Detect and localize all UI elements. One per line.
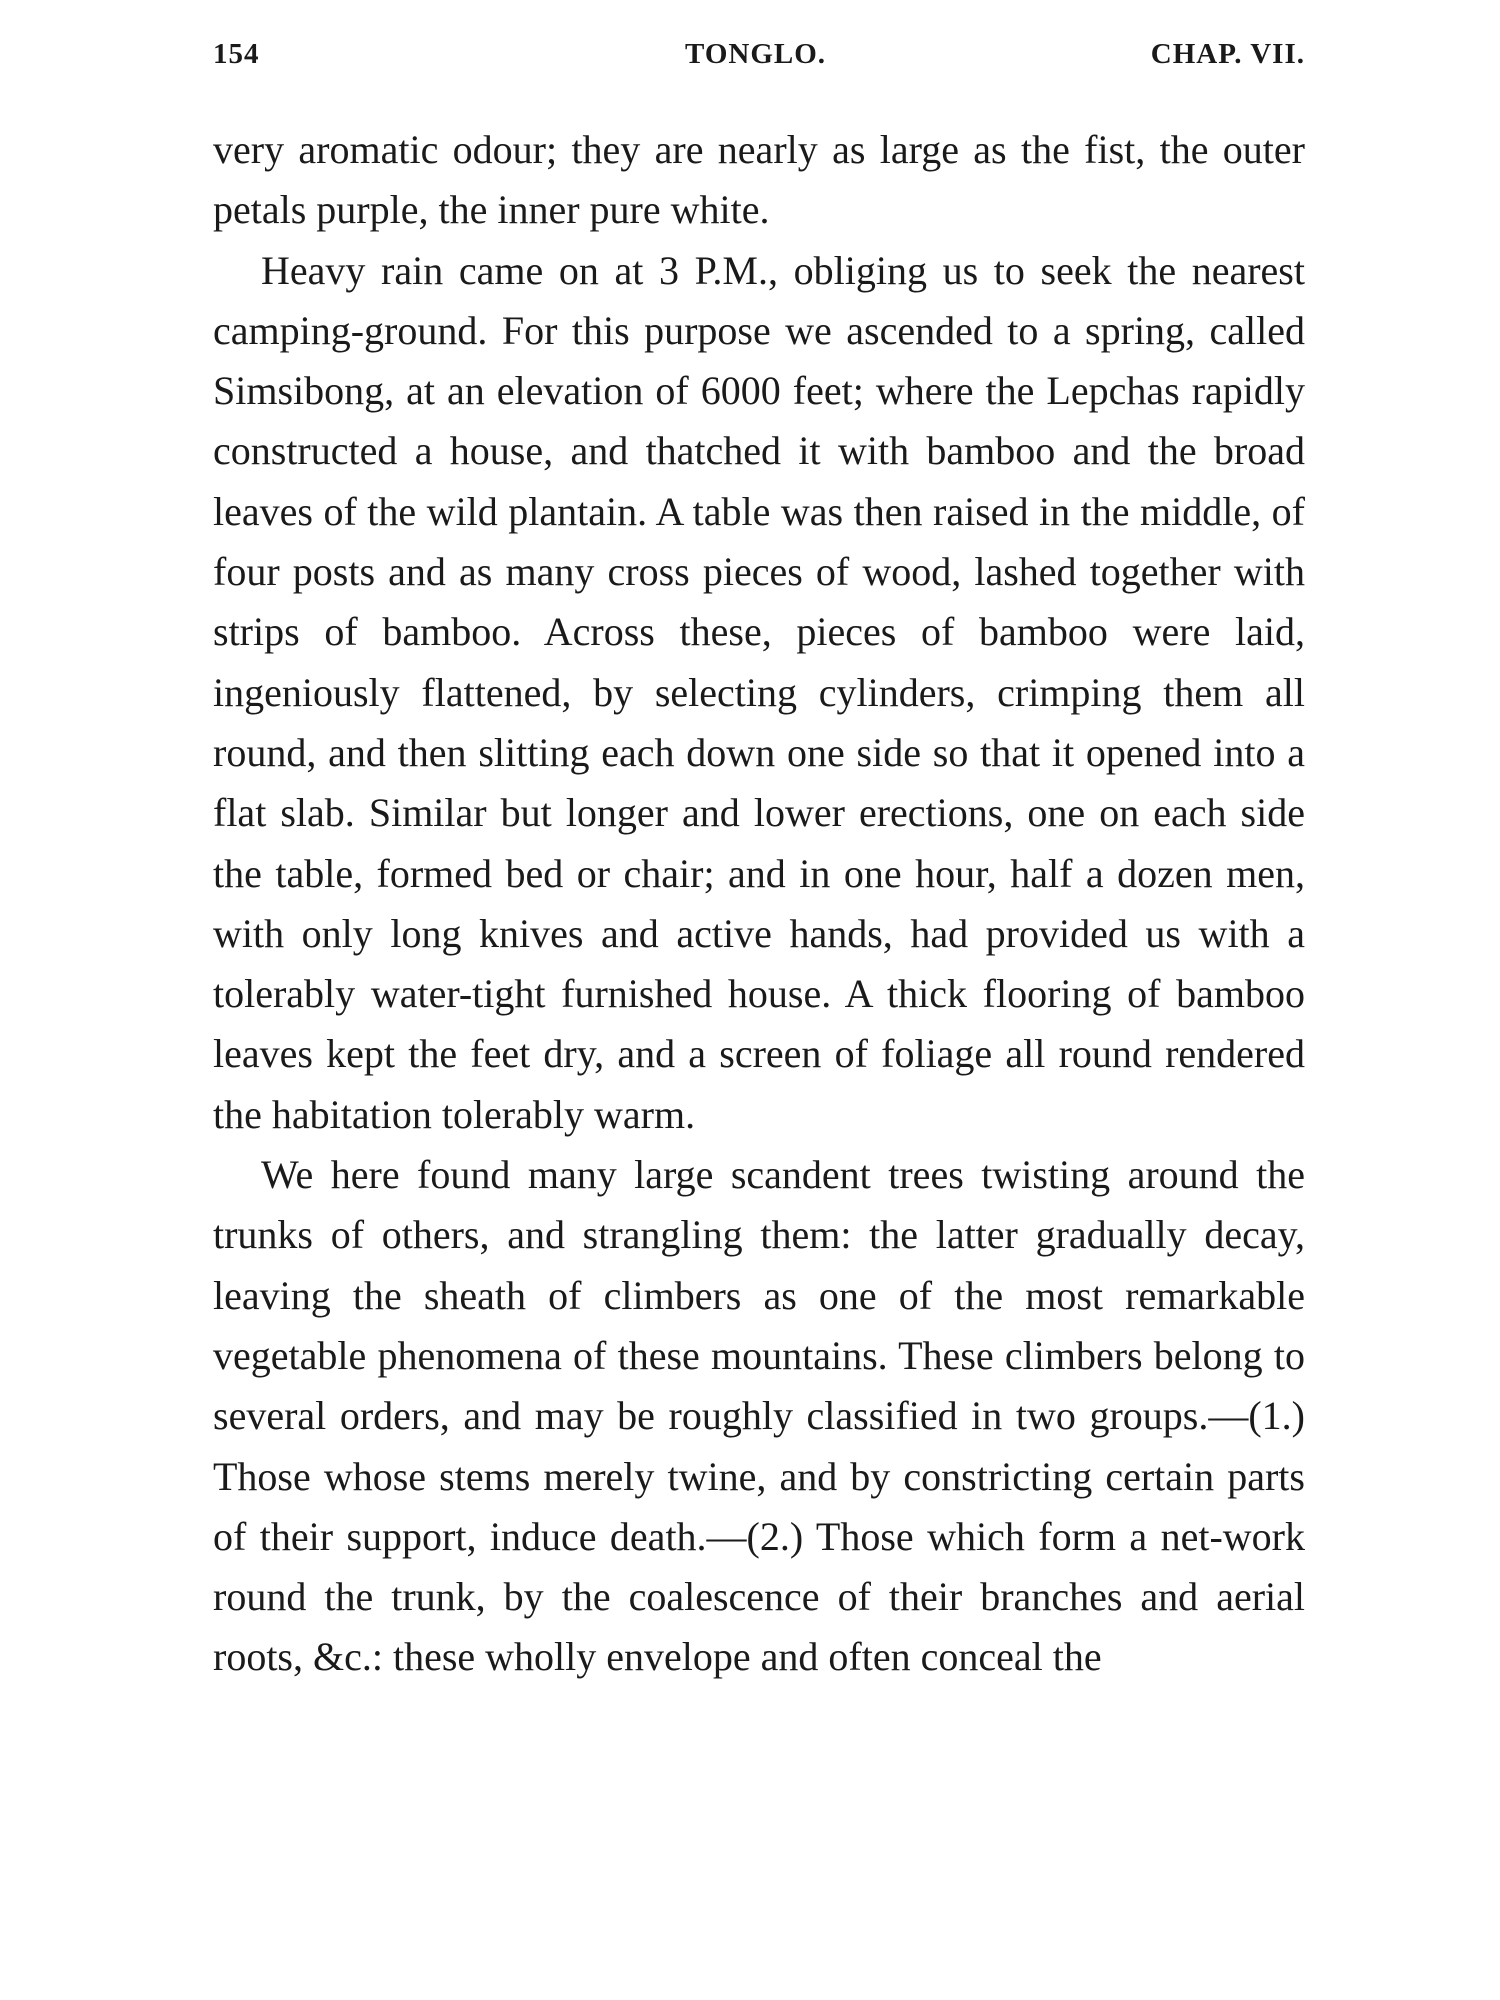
paragraph-rain-camp: Heavy rain came on at 3 P.M., obliging us to seek the nearest camping-ground. For this purpose we ascended to a spring, called Simsibong, at an elevation of 6000 feet; where the Lepchas rapidly constructed a house, and thatched it with bamboo and the broad leaves of the wild plantain. A table was then raised in the middle, of four posts and as many cross pieces of wood, lashed together with strips of bamboo. Across these, pieces of bamboo were laid, ingeniously flattened, by selecting cylinders, crimping them all round, and then slitting each down one side so that it opened into a flat slab. Similar but longer and lower erections, one on each side the table, formed bed or chair; and in one hour, half a dozen men, with only long knives and active hands, had provided us with a tolerably water-tight furnished house. A thick flooring of bamboo leaves kept the feet dry, and a screen of foliage all round rendered the habitation tolerably warm.	[213, 247, 1305, 1137]
chapter-reference: CHAP. VII.	[1150, 38, 1305, 70]
running-head	[213, 38, 1305, 88]
paragraph-continued: very aromatic odour; they are nearly as large as the fist, the outer petals purple, the inner pure white.	[213, 127, 1305, 233]
body-text	[213, 120, 1305, 1688]
running-title: TONGLO.	[685, 38, 827, 70]
page-number: 154	[213, 38, 260, 70]
paragraph-scandent-trees: We here found many large scandent trees twisting around the trunks of others, and strangling them: the latter gradually decay, leaving the sheath of climbers as one of the most remarkable vegetable phenomena of these mountains. These climbers belong to several orders, and may be roughly classified in two groups.—(1.) Those whose stems merely twine, and by constricting certain parts of their support, induce death.—(2.) Those which form a net-work round the trunk, by the coalescence of their branches and aerial roots, &c.: these wholly envelope and often conceal the	[213, 1152, 1305, 1680]
